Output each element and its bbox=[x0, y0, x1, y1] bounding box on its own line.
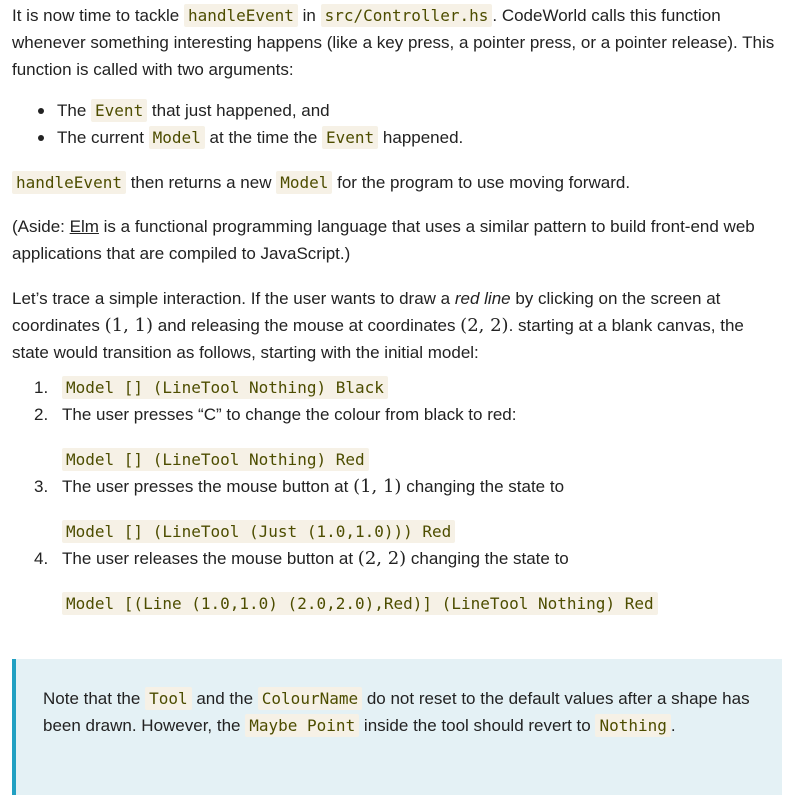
note-text: inside the tool should revert to bbox=[359, 716, 596, 735]
step-text-post: changing the state to bbox=[401, 477, 565, 496]
math-coordinate: (2, 2) bbox=[357, 548, 407, 569]
model-code: Model [] (LineTool Nothing) Red bbox=[62, 448, 369, 471]
arguments-list bbox=[12, 97, 780, 151]
step-text-post: changing the state to bbox=[406, 549, 569, 568]
aside-text-2: is a functional programming language that uses a similar pattern to build front-end web applications that are compiled to JavaScript.) bbox=[12, 217, 755, 263]
step-code-line bbox=[62, 518, 780, 545]
note-text: do not reset to the default values after a shape has been drawn. However, the bbox=[43, 689, 750, 735]
list-item-text: at the time the bbox=[204, 128, 323, 147]
note-callout bbox=[12, 659, 782, 795]
step-text-pre: The user presses the mouse button at bbox=[62, 477, 354, 496]
list-item-text: happened. bbox=[378, 128, 464, 147]
list-item bbox=[57, 97, 780, 124]
inline-code-model: Model bbox=[276, 171, 332, 194]
math-coordinate: (1, 1) bbox=[353, 476, 402, 497]
step-number: 2. bbox=[34, 405, 49, 424]
returns-text-2: for the program to use moving forward. bbox=[332, 173, 631, 192]
note-text: Note that the bbox=[43, 689, 146, 708]
model-code: Model [] (LineTool (Just (1.0,1.0))) Red bbox=[62, 520, 455, 543]
emphasis-red-line: red line bbox=[454, 289, 511, 308]
step-code-line bbox=[62, 590, 780, 617]
trace-text-1: Let’s trace a simple interaction. If the user wants to draw a bbox=[12, 289, 455, 308]
list-item bbox=[57, 124, 780, 151]
step-item bbox=[12, 545, 780, 617]
intro-text-2: in bbox=[297, 6, 321, 25]
inline-code-handleEvent: handleEvent bbox=[12, 171, 126, 194]
aside-paragraph bbox=[12, 213, 780, 267]
inline-code: Event bbox=[322, 126, 378, 149]
inline-code-nothing: Nothing bbox=[595, 714, 670, 737]
step-text bbox=[62, 545, 780, 572]
inline-code-tool: Tool bbox=[145, 687, 192, 710]
step-item bbox=[12, 374, 780, 401]
step-code-line bbox=[62, 446, 780, 473]
step-number: 1. bbox=[34, 378, 49, 397]
model-code: Model [(Line (1.0,1.0) (2.0,2.0),Red)] (LineTool Nothing) Red bbox=[62, 592, 658, 615]
inline-code-maybe-point: Maybe Point bbox=[245, 714, 359, 737]
returns-text-1: then returns a new bbox=[125, 173, 277, 192]
trace-text-2: by clicking on the screen at coordinates bbox=[12, 289, 721, 335]
inline-code-handleEvent: handleEvent bbox=[184, 4, 298, 27]
step-text bbox=[62, 473, 780, 500]
math-coordinate: (2, 2) bbox=[460, 315, 509, 336]
trace-text-3: and releasing the mouse at coordinates bbox=[153, 316, 461, 335]
inline-code: Event bbox=[91, 99, 147, 122]
trace-text-4: . starting at a blank canvas, the state would transition as follows, starting with the initial model: bbox=[12, 316, 744, 362]
step-number: 3. bbox=[34, 477, 49, 496]
inline-code-colourname: ColourName bbox=[258, 687, 362, 710]
list-item-text: that just happened, and bbox=[147, 101, 330, 120]
returns-paragraph bbox=[12, 169, 780, 196]
list-item-text: The bbox=[57, 101, 92, 120]
step-item bbox=[12, 401, 780, 473]
intro-text-1: It is now time to tackle bbox=[12, 6, 184, 25]
inline-code-controller-path: src/Controller.hs bbox=[321, 4, 493, 27]
step-text-pre: The user releases the mouse button at bbox=[62, 549, 358, 568]
math-coordinate: (1, 1) bbox=[104, 315, 154, 336]
step-number: 4. bbox=[34, 549, 49, 568]
model-code: Model [] (LineTool Nothing) Black bbox=[62, 376, 388, 399]
intro-paragraph bbox=[12, 0, 780, 83]
note-text: and the bbox=[191, 689, 258, 708]
step-text: The user presses “C” to change the colour from black to red: bbox=[62, 405, 517, 424]
steps-list bbox=[12, 374, 780, 617]
intro-text-3: . CodeWorld calls this function whenever something interesting happens (like a key press, a pointer press, or a pointer release). This function is called with two arguments: bbox=[12, 6, 775, 79]
list-item-text: The current bbox=[57, 128, 149, 147]
trace-paragraph bbox=[12, 285, 780, 366]
inline-code: Model bbox=[149, 126, 205, 149]
note-paragraph bbox=[43, 685, 762, 739]
step-item bbox=[12, 473, 780, 545]
elm-link[interactable]: Elm bbox=[69, 217, 99, 236]
note-text: . bbox=[670, 716, 676, 735]
aside-text-1: (Aside: bbox=[12, 217, 70, 236]
